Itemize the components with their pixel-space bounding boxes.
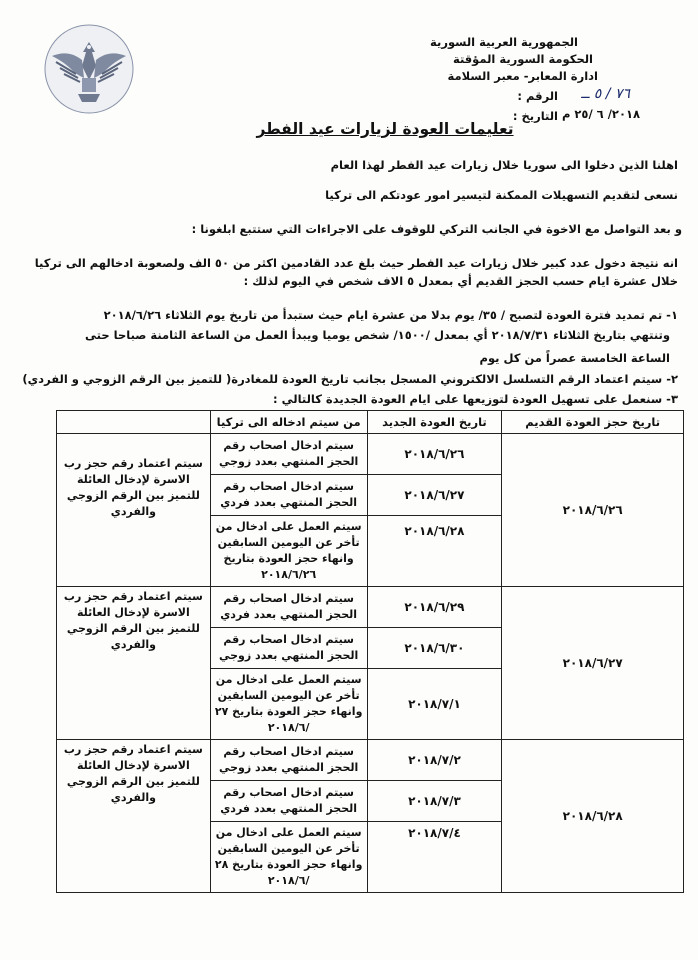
header-notes	[57, 411, 211, 434]
date-value: ٢٠١٨/ ٦ /٢٥ م	[561, 107, 640, 121]
date-label: التاريخ :	[512, 109, 558, 123]
old-date-cell: ٢٠١٨/٦/٢٧	[502, 587, 684, 740]
old-date-cell: ٢٠١٨/٦/٢٦	[502, 434, 684, 587]
intro-line-4: انه نتيجة دخول عدد كبير خلال زيارات عيد الفطر حيث بلغ عدد القادمين اكثر من ٥٠ الف ولصعوبة ادخالهم الى تركيا	[34, 256, 678, 270]
eagle-emblem-icon	[42, 22, 137, 117]
plan-cell: سيتم العمل على ادخال من تأخر عن اليومين السابقين وانهاء حجز العودة بتاريخ ٢٨ /٢٠١٨/٦	[210, 822, 367, 893]
header-new-date: تاريخ العودة الجديد	[367, 411, 502, 434]
item-1-line-3: الساعة الخامسة عصراً من كل يوم	[479, 351, 670, 365]
new-date-cell: ٢٠١٨/٦/٢٦	[367, 434, 502, 475]
intro-line-5: خلال عشرة ايام حسب الحجز القديم أي بمعدل ٥ الاف شخص في اليوم لذلك :	[243, 274, 678, 288]
new-date-cell: ٢٠١٨/٧/٣	[367, 781, 502, 822]
ref-label: الرقم :	[517, 89, 558, 103]
note-cell: سيتم اعتماد رقم حجز رب الاسرة لإدخال العائلة للتميز بين الرقم الزوجي والفردي	[57, 740, 211, 893]
item-1-line-1: ١- تم تمديد فترة العودة لتصبح / ٣٥/ يوم بدلا من عشرة ايام حيث ستبدأ من تاريخ يوم الثلاثاء ٢٠١٨/٦/٢٦	[103, 308, 678, 322]
plan-cell: سيتم ادخال اصحاب رقم الحجز المنتهي بعدد زوجي	[210, 434, 367, 475]
new-date-cell: ٢٠١٨/٦/٢٩	[367, 587, 502, 628]
header-country: الجمهورية العربية السورية	[430, 35, 578, 49]
plan-cell: سيتم ادخال اصحاب رقم الحجز المنتهي بعدد فردي	[210, 587, 367, 628]
header-department: ادارة المعابر- معبر السلامة	[447, 69, 598, 83]
plan-cell: سيتم ادخال اصحاب رقم الحجز المنتهي بعدد زوجي	[210, 740, 367, 781]
ref-value: ٧٦ / ٥ ــ	[581, 86, 630, 102]
new-date-cell: ٢٠١٨/٦/٢٧	[367, 475, 502, 516]
plan-cell: سيتم ادخال اصحاب رقم الحجز المنتهي بعدد فردي	[210, 475, 367, 516]
header-who-enters: من سيتم ادخاله الى تركيا	[210, 411, 367, 434]
old-date-cell: ٢٠١٨/٦/٢٨	[502, 740, 684, 893]
intro-line-3: و بعد التواصل مع الاخوة في الجانب التركي للوقوف على الاجراءات التي ستتبع ابلغونا :	[191, 222, 682, 236]
item-3: ٣- سنعمل على تسهيل العودة لتوزيعها على ايام العودة الجديدة كالتالي :	[273, 392, 678, 406]
plan-cell: سيتم العمل على ادخال من تأخر عن اليومين السابقين وانهاء حجز العودة بتاريخ ٢٧ /٢٠١٨/٦	[210, 669, 367, 740]
note-cell: سيتم اعتماد رقم حجز رب الاسرة لإدخال العائلة للتميز بين الرقم الزوجي والفردي	[57, 587, 211, 740]
header-old-date: تاريخ حجز العودة القديم	[502, 411, 684, 434]
plan-cell: سيتم ادخال اصحاب رقم الحجز المنتهي بعدد زوجي	[210, 628, 367, 669]
new-date-cell: ٢٠١٨/٧/٢	[367, 740, 502, 781]
page-title: تعليمات العودة لزيارات عيد الفطر	[256, 120, 514, 138]
table-header-row	[57, 411, 684, 434]
table-row	[57, 740, 684, 781]
item-2: ٢- سيتم اعتماد الرقم التسلسل الالكتروني المسجل بجانب تاريخ العودة للمغادرة( للتميز بين الرقم الزوجي و الفردي)	[22, 372, 678, 386]
new-date-cell: ٢٠١٨/٦/٣٠	[367, 628, 502, 669]
header-government: الحكومة السورية المؤقتة	[452, 52, 593, 66]
new-date-cell: ٢٠١٨/٧/٤	[367, 822, 502, 893]
item-1-line-2: وتنتهي بتاريخ الثلاثاء ٢٠١٨/٧/٣١ أي بمعدل /١٥٠٠/ شخص يوميا ويبدأ العمل من الساعة الثامنة صباحا حتى	[85, 328, 670, 342]
new-date-cell: ٢٠١٨/٧/١	[367, 669, 502, 740]
table-row	[57, 434, 684, 475]
plan-cell: سيتم العمل على ادخال من تأخر عن اليومين السابقين وانهاء حجز العودة بتاريخ ٢٠١٨/٦/٢٦	[210, 516, 367, 587]
return-schedule-table	[56, 410, 684, 893]
plan-cell: سيتم ادخال اصحاب رقم الحجز المنتهي بعدد فردي	[210, 781, 367, 822]
note-cell: سيتم اعتماد رقم حجز رب الاسرة لإدخال العائلة للتميز بين الرقم الزوجي والفردي	[57, 434, 211, 587]
new-date-cell: ٢٠١٨/٦/٢٨	[367, 516, 502, 587]
table-row	[57, 587, 684, 628]
intro-line-1: اهلنا الذين دخلوا الى سوريا خلال زيارات عيد الفطر لهذا العام	[330, 158, 678, 172]
intro-line-2: نسعى لتقديم التسهيلات الممكنة لتيسير امور عودتكم الى تركيا	[325, 188, 678, 202]
